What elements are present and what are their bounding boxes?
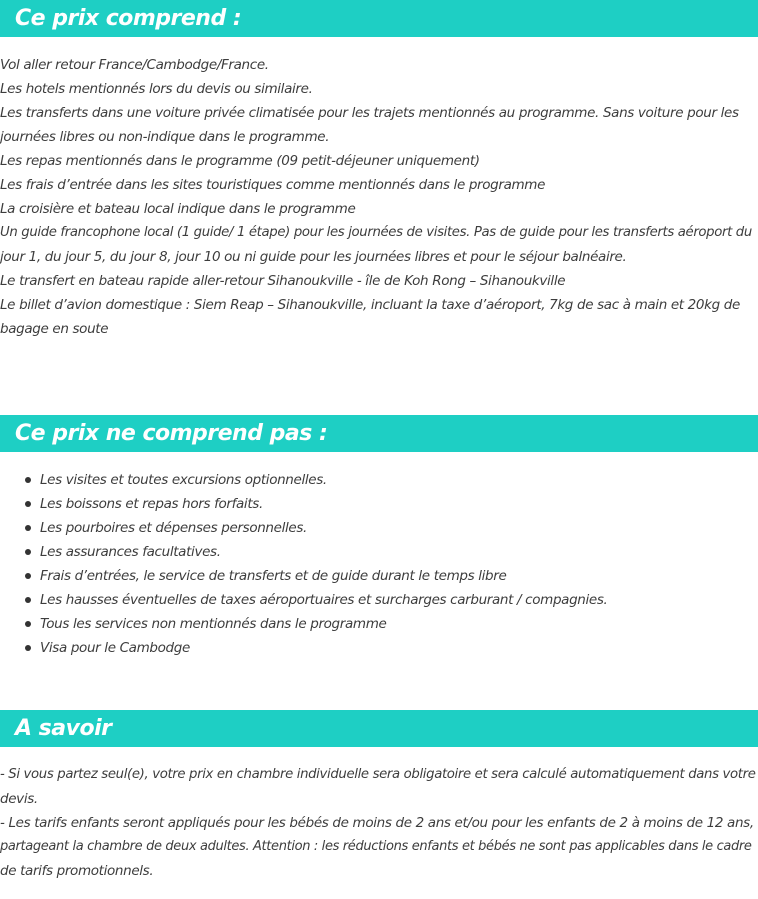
includes-line: La croisière et bateau local indique dans le programme [0, 201, 356, 217]
bullet-icon [25, 597, 31, 603]
includes-header [0, 0, 758, 37]
includes-line: Vol aller retour France/Cambodge/France. [0, 57, 269, 73]
includes-line: Les repas mentionnés dans le programme (09 petit-déjeuner uniquement) [0, 153, 480, 169]
excludes-item [0, 564, 740, 588]
info-line: - Les tarifs enfants seront appliqués pour les bébés de moins de 2 ans et/ou pour les enfants de 2 à moins de 12 ans, [0, 815, 754, 831]
excludes-item [0, 636, 740, 660]
bullet-icon [25, 477, 31, 483]
info-line: de tarifs promotionnels. [0, 863, 154, 879]
includes-line: Le transfert en bateau rapide aller-retour Sihanoukville - île de Koh Rong – Sihanoukville [0, 273, 566, 289]
info-list [0, 763, 758, 883]
bullet-icon [25, 573, 31, 579]
bullet-icon [25, 645, 31, 651]
info-title: A savoir [15, 716, 112, 741]
excludes-item [0, 540, 740, 564]
includes-line: Le billet d’avion domestique : Siem Reap – Sihanoukville, incluant la taxe d’aéroport, 7kg de sac à main et 20kg de [0, 297, 740, 313]
excludes-item [0, 468, 740, 492]
excludes-item-text: Les visites et toutes excursions optionnelles. [40, 472, 327, 488]
includes-line: journées libres ou non-indique dans le programme. [0, 129, 330, 145]
excludes-title: Ce prix ne comprend pas : [15, 421, 328, 446]
info-line: partageant la chambre de deux adultes. Attention : les réductions enfants et bébés ne sont pas applicables dans le cadre [0, 839, 752, 854]
includes-line: jour 1, du jour 5, du jour 8, jour 10 ou ni guide pour les journées libres et pour le séjour balnéaire. [0, 249, 627, 265]
info-line: devis. [0, 791, 38, 807]
includes-line: Les frais d’entrée dans les sites touristiques comme mentionnés dans le programme [0, 177, 546, 193]
bullet-icon [25, 501, 31, 507]
includes-title: Ce prix comprend : [15, 6, 242, 31]
excludes-item [0, 516, 740, 540]
bullet-icon [25, 621, 31, 627]
excludes-item-text: Frais d’entrées, le service de transferts et de guide durant le temps libre [40, 568, 507, 584]
excludes-item-text: Les hausses éventuelles de taxes aéroportuaires et surcharges carburant / compagnies. [40, 592, 608, 608]
excludes-item-text: Visa pour le Cambodge [40, 640, 190, 656]
includes-line: Les transferts dans une voiture privée climatisée pour les trajets mentionnés au programme. Sans voiture pour les [0, 105, 739, 121]
excludes-item [0, 492, 740, 516]
excludes-item [0, 612, 740, 636]
bullet-icon [25, 549, 31, 555]
bullet-icon [25, 525, 31, 531]
info-line: - Si vous partez seul(e), votre prix en chambre individuelle sera obligatoire et sera calculé automatiquement dans votre [0, 767, 756, 782]
includes-line: Un guide francophone local (1 guide/ 1 étape) pour les journées de visites. Pas de guide pour les transferts aéroport du [0, 225, 752, 240]
excludes-header [0, 415, 758, 452]
excludes-item-text: Les boissons et repas hors forfaits. [40, 496, 263, 512]
excludes-item-text: Les assurances facultatives. [40, 544, 221, 560]
excludes-item [0, 588, 740, 612]
info-header [0, 710, 758, 747]
includes-line: Les hotels mentionnés lors du devis ou similaire. [0, 81, 313, 97]
excludes-list [0, 468, 740, 660]
includes-line: bagage en soute [0, 321, 109, 337]
includes-list [0, 53, 758, 341]
excludes-item-text: Les pourboires et dépenses personnelles. [40, 520, 307, 536]
excludes-item-text: Tous les services non mentionnés dans le programme [40, 616, 387, 632]
